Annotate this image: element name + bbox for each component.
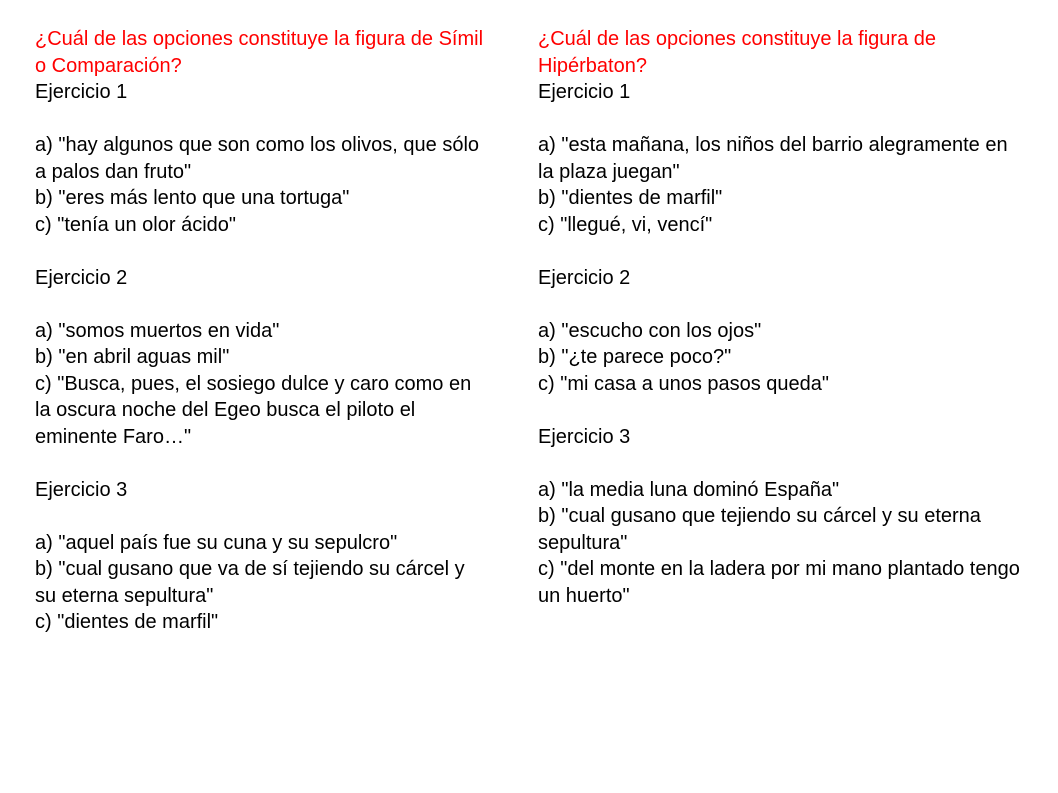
exercise-2 — [35, 265, 485, 451]
exercise-3 — [35, 477, 485, 636]
right-column — [538, 26, 1023, 609]
option-c: c) "dientes de marfil" — [35, 611, 219, 633]
option-c: c) "del monte en la ladera por mi mano plantado tengo un huerto" — [538, 558, 1020, 607]
option-b: b) "dientes de marfil" — [538, 187, 723, 209]
option-b: b) "cual gusano que va de sí tejiendo su cárcel y su eterna sepultura" — [35, 558, 465, 607]
exercise-1 — [35, 79, 485, 238]
exercise-1 — [538, 79, 1023, 238]
exercise-2 — [538, 265, 1023, 398]
exercise-3 — [538, 424, 1023, 610]
option-b: b) "¿te parece poco?" — [538, 346, 732, 368]
exercise-label: Ejercicio 2 — [538, 266, 631, 289]
question-title: ¿Cuál de las opciones constituye la figura de Hipérbaton? — [538, 28, 937, 77]
option-c: c) "llegué, vi, vencí" — [538, 213, 713, 236]
exercise-label: Ejercicio 3 — [35, 478, 128, 501]
option-b: b) "cual gusano que tejiendo su cárcel y su eterna sepultura" — [538, 505, 981, 554]
left-column — [35, 26, 485, 636]
option-c: c) "mi casa a unos pasos queda" — [538, 372, 830, 395]
option-a: a) "aquel país fue su cuna y su sepulcro" — [35, 531, 398, 554]
option-a: a) "somos muertos en vida" — [35, 319, 280, 342]
option-c: c) "Busca, pues, el sosiego dulce y caro como en la oscura noche del Egeo busca el piloto el eminente Faro…" — [35, 372, 472, 448]
option-a: a) "la media luna dominó España" — [538, 478, 840, 501]
exercise-label: Ejercicio 1 — [35, 81, 128, 103]
option-c: c) "tenía un olor ácido" — [35, 213, 236, 236]
exercise-label: Ejercicio 3 — [538, 425, 631, 448]
option-b: b) "en abril aguas mil" — [35, 346, 230, 368]
option-a: a) "escucho con los ojos" — [538, 319, 762, 342]
option-a: a) "hay algunos que son como los olivos, que sólo a palos dan fruto" — [35, 134, 480, 183]
option-a: a) "esta mañana, los niños del barrio alegramente en la plaza juegan" — [538, 134, 1008, 183]
exercise-label: Ejercicio 2 — [35, 266, 128, 289]
question-title: ¿Cuál de las opciones constituye la figura de Símil o Comparación? — [35, 28, 484, 77]
exercise-label: Ejercicio 1 — [538, 81, 631, 103]
option-b: b) "eres más lento que una tortuga" — [35, 187, 350, 209]
